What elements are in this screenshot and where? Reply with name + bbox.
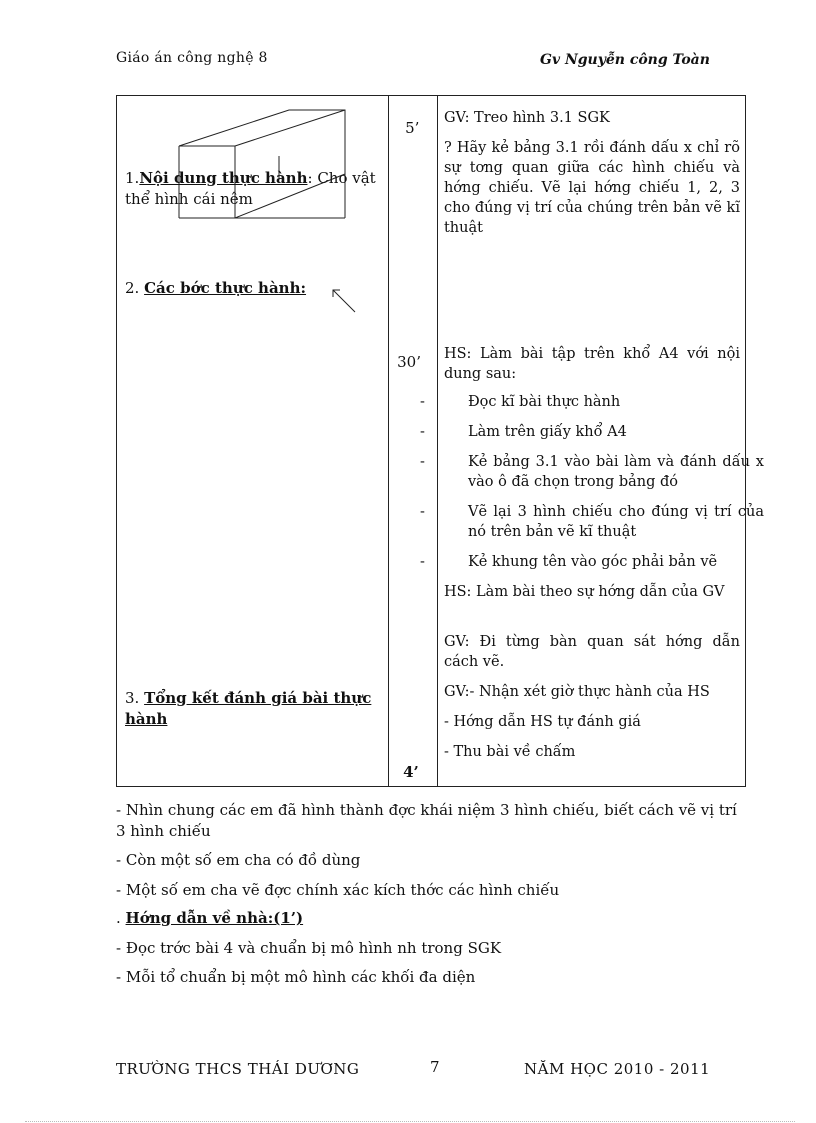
item-3: 3. Tổng kết đánh giá bài thực hành — [125, 689, 372, 728]
bullet-1: - Đọc kĩ bài thực hành — [419, 394, 621, 410]
activity-collect: - Thu bài về chấm — [443, 744, 576, 760]
lesson-table — [116, 95, 764, 787]
time-1: 5’ — [405, 119, 420, 137]
header-subject: Giáo án công nghệ 8 — [116, 50, 268, 66]
activity-hs-work: HS: Làm bài theo sự hớng dẫn của GV — [443, 584, 725, 600]
activity-guide: - Hớng dẫn HS tự đánh giá — [443, 714, 641, 730]
footer-page-number: 7 — [430, 1058, 441, 1076]
bullet-4: - Vẽ lại 3 hình chiếu cho đúng vị trí của nó trên bản vẽ kĩ thuật — [419, 504, 764, 540]
time-2: 30’ — [397, 353, 421, 371]
bullet-5: - Kẻ khung tên vào góc phải bản vẽ — [419, 554, 718, 570]
left-column — [117, 96, 389, 787]
note-5: - Mỗi tổ chuẩn bị một mô hình các khối đa diện — [116, 968, 476, 986]
item-1: 1.Nội dung thực hành: Cho vật thể hình cái nêm — [125, 169, 376, 208]
item-2: 2. Các bớc thực hành: — [125, 279, 307, 297]
note-1: - Nhìn chung các em đã hình thành đợc khái niệm 3 hình chiếu, biết cách vẽ vị trí 3 hình chiếu — [116, 801, 737, 840]
note-2: - Còn một số em cha có đồ dùng — [116, 851, 361, 869]
activity-gv-review: GV:- Nhận xét giờ thực hành của HS — [443, 684, 710, 700]
time-column — [389, 96, 438, 787]
activity-question: ? Hãy kẻ bảng 3.1 rồi đánh dấu x chỉ rõ sự tơng quan giữa các hình chiếu và hớng chiếu. Vẽ lại hớng chiếu 1, 2, 3 cho đúng vị trí của chúng trên bản vẽ kĩ thuật — [443, 140, 740, 236]
activity-gv-1: GV: Treo hình 3.1 SGK — [443, 110, 610, 126]
activity-gv-observe: GV: Đi từng bàn quan sát hớng dẫn cách vẽ. — [443, 634, 740, 670]
note-4: - Đọc trớc bài 4 và chuẩn bị mô hình nh trong SGK — [116, 939, 502, 957]
time-3: 4’ — [403, 763, 419, 781]
activity-column — [419, 96, 764, 787]
homework-heading: . Hớng dẫn về nhà:(1’) — [116, 909, 304, 927]
bottom-divider — [25, 1121, 795, 1122]
activity-hs-task: HS: Làm bài tập trên khổ A4 với nội dung sau: — [443, 346, 740, 382]
footer-school: TRƯỜNG THCS THÁI DƯƠNG — [116, 1060, 360, 1078]
arrow-icon — [329, 286, 359, 316]
footer-year: NĂM HỌC 2010 - 2011 — [524, 1060, 711, 1078]
bullet-2: - Làm trên giấy khổ A4 — [419, 424, 627, 440]
bullet-3: - Kẻ bảng 3.1 vào bài làm và đánh dấu x vào ô đã chọn trong bảng đó — [419, 454, 764, 490]
note-3: - Một số em cha vẽ đợc chính xác kích thớc các hình chiếu — [116, 881, 560, 899]
header-teacher: Gv Nguyễn công Toàn — [540, 52, 710, 68]
